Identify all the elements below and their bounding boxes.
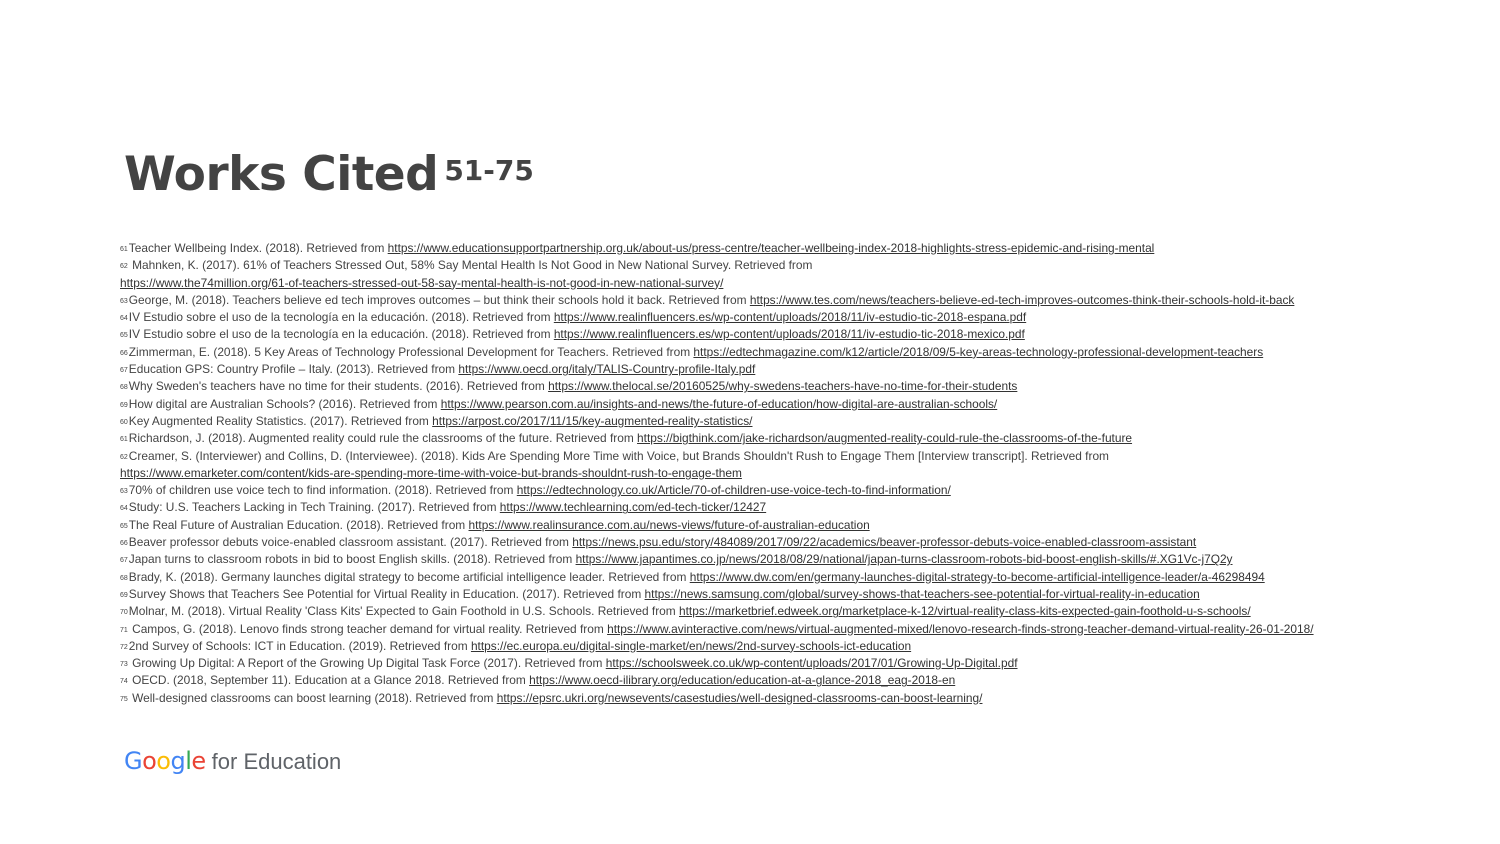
reference-number: 68: [120, 384, 128, 392]
reference-number: 72: [120, 643, 128, 651]
reference-link[interactable]: https://arpost.co/2017/11/15/key-augmented-reality-statistics/: [432, 413, 753, 428]
reference-number: 65: [120, 332, 128, 340]
reference-item: [120, 655, 1440, 672]
reference-text: Creamer, S. (Interviewer) and Collins, D. (Interviewee). (2018). Kids Are Spending More Time with Voice, but Brands Shouldn't Rush to Engage Them [Interview transcript]. Retrieved from: [128, 448, 1109, 463]
reference-number: 66: [120, 349, 128, 357]
reference-text: George, M. (2018). Teachers believe ed tech improves outcomes – but think their schools hold it back. Retrieved from: [128, 292, 750, 307]
reference-item: [120, 603, 1440, 620]
reference-text: Japan turns to classroom robots in bid to boost English skills. (2018). Retrieved from: [128, 552, 576, 567]
reference-number: 71: [120, 626, 128, 634]
title-range: 51-75: [444, 154, 534, 187]
reference-number: 67: [120, 367, 128, 375]
reference-item: [120, 534, 1440, 551]
reference-link[interactable]: https://www.thelocal.se/20160525/why-swedens-teachers-have-no-time-for-their-students: [548, 379, 1018, 394]
reference-number: 67: [120, 557, 128, 565]
reference-link[interactable]: https://news.psu.edu/story/484089/2017/09/22/academics/beaver-professor-debuts-voice-enabled-classroom-assistant: [572, 535, 1197, 550]
reference-text: Mahnken, K. (2017). 61% of Teachers Stressed Out, 58% Say Mental Health Is Not Good in New National Survey. Retrieved from: [128, 258, 813, 273]
reference-number: 60: [120, 418, 128, 426]
reference-link[interactable]: https://www.realinsurance.com.au/news-views/future-of-australian-education: [468, 517, 870, 532]
reference-number: 74: [120, 678, 128, 686]
reference-number: 73: [120, 661, 128, 669]
reference-text: Molnar, M. (2018). Virtual Reality 'Class Kits' Expected to Gain Foothold in U.S. Schools. Retrieved from: [128, 604, 679, 619]
reference-text: Campos, G. (2018). Lenovo finds strong teacher demand for virtual reality. Retrieved from: [128, 621, 608, 636]
reference-number: 63: [120, 488, 128, 496]
reference-number: 68: [120, 574, 128, 582]
reference-text: Study: U.S. Teachers Lacking in Tech Training. (2017). Retrieved from: [128, 500, 500, 515]
reference-number: 64: [120, 315, 128, 323]
reference-item: [120, 378, 1440, 395]
reference-number: 63: [120, 297, 128, 305]
reference-link[interactable]: https://www.japantimes.co.jp/news/2018/08/29/national/japan-turns-classroom-robots-bid-boost-english-skills/#.XG1Vc-j7Q2y: [575, 552, 1233, 567]
reference-number: 69: [120, 401, 128, 409]
reference-item: [120, 292, 1440, 309]
reference-text: OECD. (2018, September 11). Education at a Glance 2018. Retrieved from: [128, 673, 530, 688]
reference-number: 70: [120, 609, 128, 617]
reference-text: IV Estudio sobre el uso de la tecnología en la educación. (2018). Retrieved from: [128, 310, 554, 325]
reference-item: [120, 586, 1440, 603]
reference-text: Survey Shows that Teachers See Potential for Virtual Reality in Education. (2017). Retrieved from: [128, 586, 645, 601]
reference-link[interactable]: https://www.the74million.org/61-of-teachers-stressed-out-58-say-mental-health-is-not-good-in-new-national-survey/: [120, 275, 724, 290]
reference-item: [120, 413, 1440, 430]
reference-item: [120, 551, 1440, 568]
references-list: [120, 240, 1440, 707]
title-text: Works Cited: [124, 147, 439, 202]
reference-link[interactable]: https://schoolsweek.co.uk/wp-content/uploads/2017/01/Growing-Up-Digital.pdf: [605, 656, 1018, 671]
reference-item: [120, 690, 1440, 707]
reference-number: 62: [120, 263, 128, 271]
reference-number: 65: [120, 522, 128, 530]
google-for-education-logo: [124, 744, 341, 779]
reference-number: 75: [120, 695, 128, 703]
reference-item: [120, 326, 1440, 343]
reference-text: How digital are Australian Schools? (2016). Retrieved from: [128, 396, 441, 411]
reference-text: Teacher Wellbeing Index. (2018). Retrieved from: [128, 241, 388, 255]
reference-link[interactable]: https://news.samsung.com/global/survey-shows-that-teachers-see-potential-for-virtual-reality-in-education: [644, 586, 1200, 601]
reference-item: [120, 482, 1440, 499]
reference-item: [120, 672, 1440, 689]
reference-link[interactable]: https://www.educationsupportpartnership.org.uk/about-us/press-centre/teacher-wellbeing-index-2018-highlights-stress-epidemic-and-rising-mental: [387, 241, 1155, 255]
reference-link[interactable]: https://www.realinfluencers.es/wp-content/uploads/2018/11/iv-estudio-tic-2018-mexico.pdf: [553, 327, 1025, 342]
reference-text: Key Augmented Reality Statistics. (2017). Retrieved from: [128, 413, 433, 428]
reference-text: IV Estudio sobre el uso de la tecnología en la educación. (2018). Retrieved from: [128, 327, 554, 342]
reference-text: 70% of children use voice tech to find information. (2018). Retrieved from: [128, 483, 517, 498]
page-title: [124, 140, 534, 210]
reference-link[interactable]: https://bigthink.com/jake-richardson/augmented-reality-could-rule-the-classrooms-of-the-future: [637, 431, 1133, 446]
google-wordmark: Google: [124, 747, 206, 775]
reference-text: Growing Up Digital: A Report of the Growing Up Digital Task Force (2017). Retrieved from: [128, 656, 606, 671]
reference-item: [120, 621, 1440, 638]
reference-link[interactable]: https://www.dw.com/en/germany-launches-digital-strategy-to-become-artificial-intelligence-leader/a-46298494: [689, 569, 1265, 584]
reference-item: [120, 448, 1440, 483]
reference-link[interactable]: https://ec.europa.eu/digital-single-market/en/news/2nd-survey-schools-ict-education: [470, 638, 912, 653]
reference-link[interactable]: https://www.pearson.com.au/insights-and-news/the-future-of-education/how-digital-are-australian-schools/: [440, 396, 998, 411]
reference-text: Education GPS: Country Profile – Italy. (2013). Retrieved from: [128, 362, 459, 377]
reference-item: [120, 257, 1440, 292]
reference-link[interactable]: https://www.avinteractive.com/news/virtual-augmented-mixed/lenovo-research-finds-strong-teacher-demand-virtual-reality-26-01-2018/: [607, 621, 1314, 636]
reference-text: Brady, K. (2018). Germany launches digital strategy to become artificial intelligence leader. Retrieved from: [128, 569, 690, 584]
reference-number: 61: [120, 246, 128, 253]
reference-item: [120, 569, 1440, 586]
reference-text: Well-designed classrooms can boost learning (2018). Retrieved from: [128, 690, 497, 705]
reference-item: [120, 344, 1440, 361]
reference-number: 66: [120, 540, 128, 548]
reference-text: The Real Future of Australian Education. (2018). Retrieved from: [128, 517, 469, 532]
reference-link[interactable]: https://epsrc.ukri.org/newsevents/casestudies/well-designed-classrooms-can-boost-learning/: [496, 690, 983, 705]
reference-item: [120, 638, 1440, 655]
reference-item: [120, 361, 1440, 378]
reference-link[interactable]: https://www.emarketer.com/content/kids-are-spending-more-time-with-voice-but-brands-shouldnt-rush-to-engage-them: [120, 465, 742, 480]
reference-item: [120, 396, 1440, 413]
reference-number: 61: [120, 436, 128, 444]
reference-number: 64: [120, 505, 128, 513]
reference-text: Richardson, J. (2018). Augmented reality could rule the classrooms of the future. Retrieved from: [128, 431, 638, 446]
reference-item: [120, 517, 1440, 534]
reference-link[interactable]: https://edtechnology.co.uk/Article/70-of-children-use-voice-tech-to-find-information/: [516, 483, 951, 498]
reference-link[interactable]: https://edtechmagazine.com/k12/article/2018/09/5-key-areas-technology-professional-development-teachers: [693, 344, 1264, 359]
reference-link[interactable]: https://www.oecd.org/italy/TALIS-Country-profile-Italy.pdf: [458, 362, 756, 377]
reference-link[interactable]: https://www.tes.com/news/teachers-believe-ed-tech-improves-outcomes-think-their-schools-hold-it-back: [749, 292, 1295, 307]
reference-number: 69: [120, 591, 128, 599]
reference-text: Why Sweden's teachers have no time for their students. (2016). Retrieved from: [128, 379, 549, 394]
reference-number: 62: [120, 453, 128, 461]
reference-text: 2nd Survey of Schools: ICT in Education. (2019). Retrieved from: [128, 638, 471, 653]
reference-text: Zimmerman, E. (2018). 5 Key Areas of Technology Professional Development for Teachers. Retrieved from: [128, 344, 694, 359]
reference-item: [120, 309, 1440, 326]
reference-link[interactable]: https://www.oecd-ilibrary.org/education/education-at-a-glance-2018_eag-2018-en: [529, 673, 956, 688]
reference-item: [120, 499, 1440, 516]
reference-link[interactable]: https://www.realinfluencers.es/wp-content/uploads/2018/11/iv-estudio-tic-2018-espana.pdf: [553, 310, 1027, 325]
reference-item: [120, 240, 1440, 257]
reference-text: Beaver professor debuts voice-enabled classroom assistant. (2017). Retrieved from: [128, 535, 573, 550]
reference-link[interactable]: https://www.techlearning.com/ed-tech-ticker/12427: [499, 500, 767, 515]
logo-suffix: for Education: [211, 749, 342, 774]
reference-item: [120, 430, 1440, 447]
reference-link[interactable]: https://marketbrief.edweek.org/marketplace-k-12/virtual-reality-class-kits-expected-gain-foothold-u-s-schools/: [679, 604, 1251, 619]
